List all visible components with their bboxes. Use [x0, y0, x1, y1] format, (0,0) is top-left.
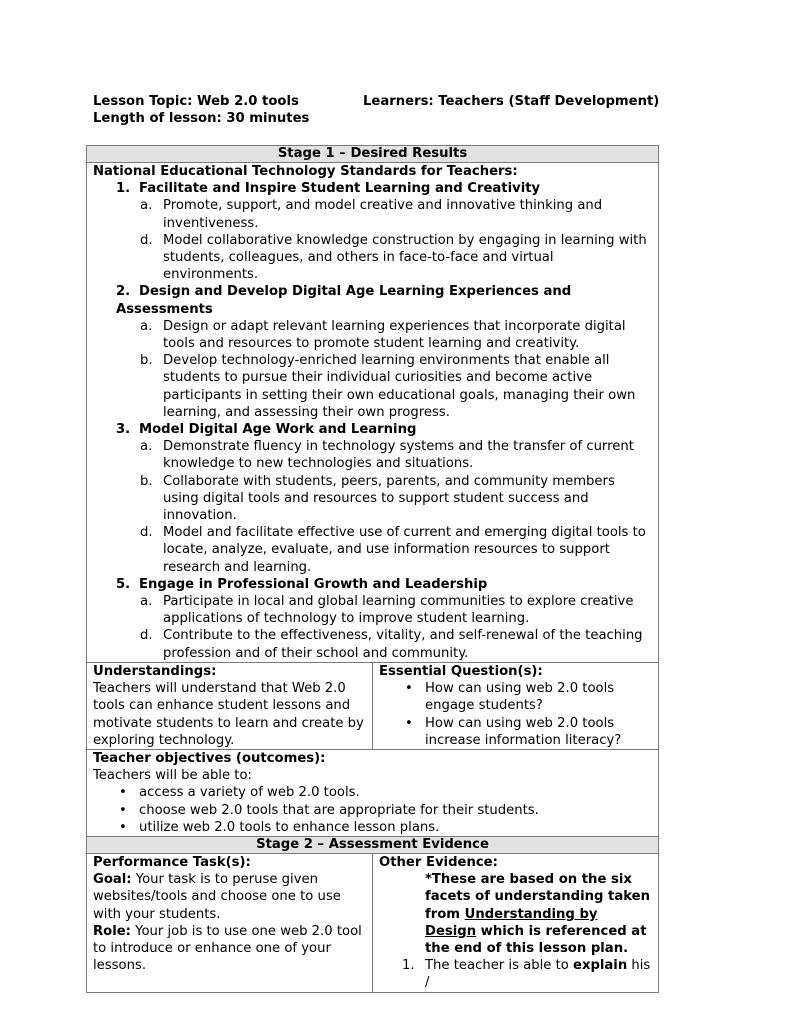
standard-subitem: b. Develop technology-enriched learning environments that enable all students to pursue their individual curiosities and become active participants in setting their own educational goals, managing their own learning, and assessing their own progress. [140, 353, 636, 420]
lesson-topic: Lesson Topic: Web 2.0 tools [93, 94, 299, 109]
lesson-plan-table [86, 145, 659, 993]
objective-item: • access a variety of web 2.0 tools. [115, 784, 652, 801]
objectives-cell [87, 749, 659, 836]
objectives-list [93, 784, 652, 836]
standard-subitem: b. Collaborate with students, peers, parents, and community members using digital tools and resources to support student success and innovation. [140, 473, 615, 524]
standard-item [93, 421, 652, 576]
standards-heading: National Educational Technology Standards for Teachers: [93, 164, 518, 179]
evidence-item: 1. The teacher is able to explain his / [402, 958, 651, 991]
standard-subitem: a. Demonstrate fluency in technology systems and the transfer of current knowledge to new technologies and situations. [140, 439, 634, 472]
lesson-learners: Learners: Teachers (Staff Development) [363, 94, 660, 109]
standards-list [93, 180, 652, 662]
other-evidence-intro: *These are based on the six facets of understanding taken from Understanding by Design which is referenced at the end of this lesson plan. [425, 872, 650, 956]
other-evidence-heading: Other Evidence: [379, 854, 498, 870]
performance-role: Role: Your job is to use one web 2.0 tool to introduce or enhance one of your lessons. [93, 923, 362, 974]
standard-subitem: d. Model and facilitate effective use of current and emerging digital tools to locate, analyze, evaluate, and use information resources to support research and learning. [140, 525, 646, 575]
lesson-header [93, 93, 660, 127]
standard-subitem: d. Model collaborative knowledge construction by engaging in learning with students, colleagues, and others in face-to-face and virtual environments. [140, 232, 647, 283]
standard-title: Model Digital Age Work and Learning [139, 422, 417, 438]
objective-item: • utilize web 2.0 tools to enhance lesson plans. [115, 819, 652, 836]
performance-task-heading: Performance Task(s): [93, 854, 251, 870]
stage1-header: Stage 1 – Desired Results [87, 146, 659, 163]
other-evidence-cell [373, 853, 659, 992]
stage2-header: Stage 2 – Assessment Evidence [87, 836, 659, 853]
standard-title: Facilitate and Inspire Student Learning and Creativity [139, 181, 541, 197]
other-evidence-list [379, 957, 652, 991]
standard-subitem: a. Design or adapt relevant learning experiences that incorporate digital tools and resources to promote student learning and creativity. [140, 318, 626, 352]
standards-cell [87, 163, 659, 663]
essential-question: • How can using web 2.0 tools increase information literacy? [401, 715, 652, 749]
standard-number: 2. [116, 284, 131, 300]
standard-title: Engage in Professional Growth and Leadership [139, 576, 488, 592]
understanding-by-design-ref: Understanding by Design [425, 906, 598, 939]
standard-subitem: d. Contribute to the effectiveness, vitality, and self-renewal of the teaching profession and of their school and community. [140, 628, 643, 661]
objectives-intro: Teachers will be able to: [93, 768, 252, 784]
objective-item: • choose web 2.0 tools that are appropriate for their students. [115, 802, 652, 819]
understandings-text: Teachers will understand that Web 2.0 tools can enhance student lessons and motivate students to learn and create by exploring technology. [93, 681, 364, 748]
understandings-heading: Understandings: [93, 663, 217, 679]
lesson-length: Length of lesson: 30 minutes [93, 111, 310, 127]
standard-number: 5. [116, 576, 131, 592]
standard-subitem: a. Participate in local and global learning communities to explore creative applications of technology to improve student learning. [140, 594, 634, 627]
essential-questions-list [379, 680, 652, 749]
standard-number: 1. [116, 181, 131, 197]
essential-questions-heading: Essential Question(s): [379, 663, 543, 679]
performance-goal: Goal: Your task is to peruse given websites/tools and choose one to use with your students. [93, 872, 341, 922]
standard-item [93, 283, 652, 421]
standard-item [93, 576, 652, 662]
essential-question: • How can using web 2.0 tools engage students? [401, 680, 652, 714]
understandings-cell [87, 662, 373, 749]
performance-task-cell [87, 853, 373, 992]
objectives-heading: Teacher objectives (outcomes): [93, 750, 326, 766]
standard-item [93, 180, 652, 283]
standard-title: Design and Develop Digital Age Learning Experiences and Assessments [116, 284, 572, 317]
standard-subitem: a. Promote, support, and model creative and innovative thinking and inventiveness. [140, 198, 603, 231]
standard-number: 3. [116, 422, 131, 438]
essential-questions-cell [373, 662, 659, 749]
